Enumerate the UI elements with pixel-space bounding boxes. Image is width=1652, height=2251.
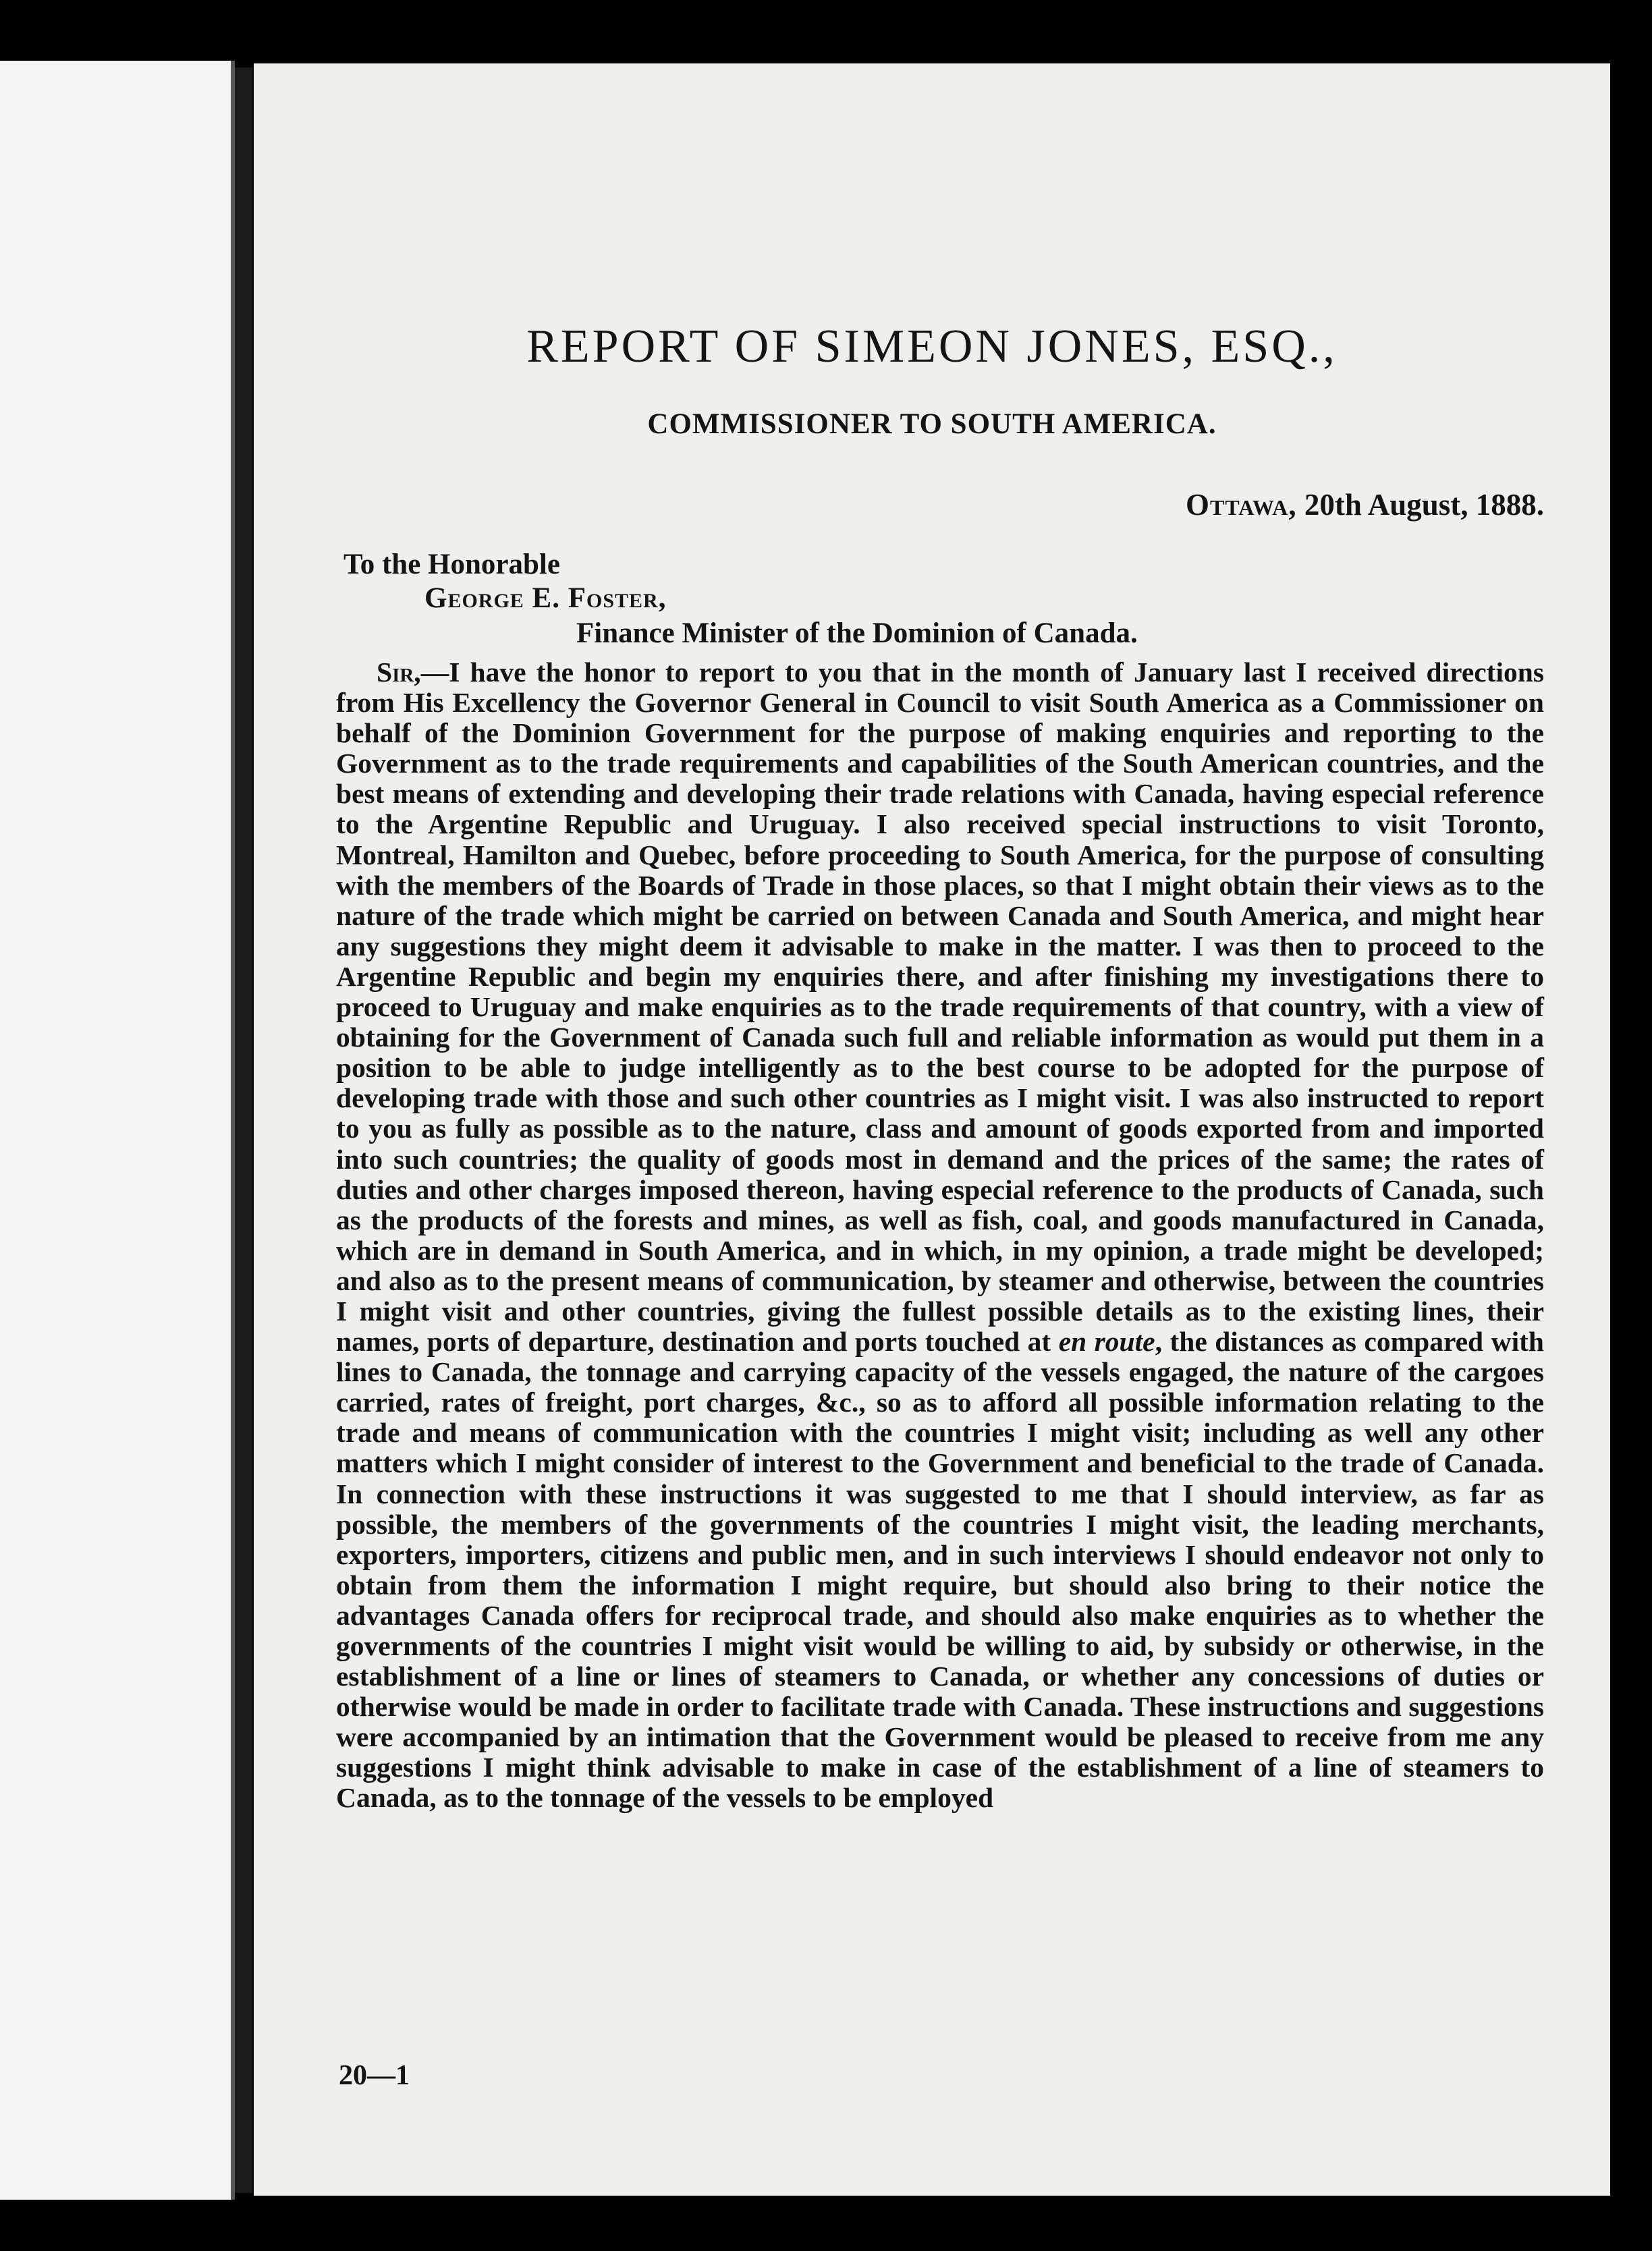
letter-text-part-1: —I have the honor to report to you that in the month of January last I received directions from His Excellency the Governor General in Council to visit South America as a Commissioner on behalf of the Dominion Government for the purpose of making enquiries and reporting to the Government as to the trade requirements and capabilities of the South American countries, and the best means of extending and developing their trade relations with Canada, having especial reference to the Argentine Republic and Uruguay. I also received special instructions to visit Toronto, Montreal, Hamilton and Quebec, before proceeding to South America, for the purpose of consulting with the members of the Boards of Trade in those places, so that I might obtain their views as to the nature of the trade which might be carried on between Canada and South America, and might hear any suggestions they might deem it advisable to make in the matter. I was then to proceed to the Argentine Republic and begin my enquiries there, and after finishing my investigations there to proceed to Uruguay and make enquiries as to the trade requirements of that country, with a view of obtaining for the Government of Canada such full and reliable information as would put them in a position to be able to judge intelligently as to the best course to be adopted for the purpose of developing trade with those and such other countries as I might visit. I was also instructed to report to you as fully as possible as to the nature, class and amount of goods exported from and imported into such countries; the quality of goods most in demand and the prices of the same; the rates of duties and other charges imposed thereon, having especial reference to the products of Canada, such as the products of the forests and mines, as well as fish, coal, and goods manufactured in Canada, which are in demand in South America, and in which, in my opinion, a trade might be developed; and also as to the present means of communication, by steamer and otherwise, between the countries I might visit and other countries, giving the fullest possible details as to the existing lines, their names, ports of departure, destination and ports touched at (336, 657, 1544, 1358)
dateline (1186, 487, 1544, 522)
book-gutter (235, 67, 252, 2193)
dateline-place: Ottawa, (1185, 488, 1297, 522)
dateline-date: 20th August, 1888. (1304, 488, 1544, 522)
letter-opening: Sir, (377, 657, 421, 688)
addressee-position: Finance Minister of the Dominion of Canada. (576, 617, 1138, 649)
addressee-salutation: To the Honorable (343, 549, 560, 580)
document-page (254, 63, 1610, 2196)
facing-page-edge (0, 61, 235, 2200)
letter-body (336, 657, 1544, 1814)
addressee-name: George E. Foster, (424, 582, 667, 614)
letter-text-part-2: , the distances as compared with lines to Canada, the tonnage and carrying capacity of the vessels engaged, the nature of the cargoes carried, rates of freight, port charges, &c., so as to afford all possible information relating to the trade and means of communication with the countries I might visit; including as well any other matters which I might consider of interest to the Government and beneficial to the trade of Canada. In connection with these instructions it was suggested to me that I should interview, as far as possible, the members of the governments of the countries I might visit, the leading merchants, exporters, importers, citizens and public men, and in such interviews I should endeavor not only to obtain from them the information I might require, but should also bring to their notice the advantages Canada offers for reciprocal trade, and should also make enquiries as to whether the governments of the countries I might visit would be willing to aid, by subsidy or otherwise, in the establishment of a line or lines of steamers to Canada, or whether any concessions of duties or otherwise would be made in order to facilitate trade with Canada. These instructions and suggestions were accompanied by an intimation that the Government would be pleased to receive from me any suggestions I might think advisable to make in case of the establishment of a line of steamers to Canada, as to the tonnage of the vessels to be employed (336, 1326, 1544, 1814)
report-subtitle: COMMISSIONER TO SOUTH AMERICA. (647, 408, 1217, 440)
printer-signature-mark: 20—1 (339, 2060, 410, 2091)
report-title: REPORT OF SIMEON JONES, ESQ., (526, 321, 1338, 372)
letter-italic-phrase: en route (1058, 1326, 1155, 1358)
